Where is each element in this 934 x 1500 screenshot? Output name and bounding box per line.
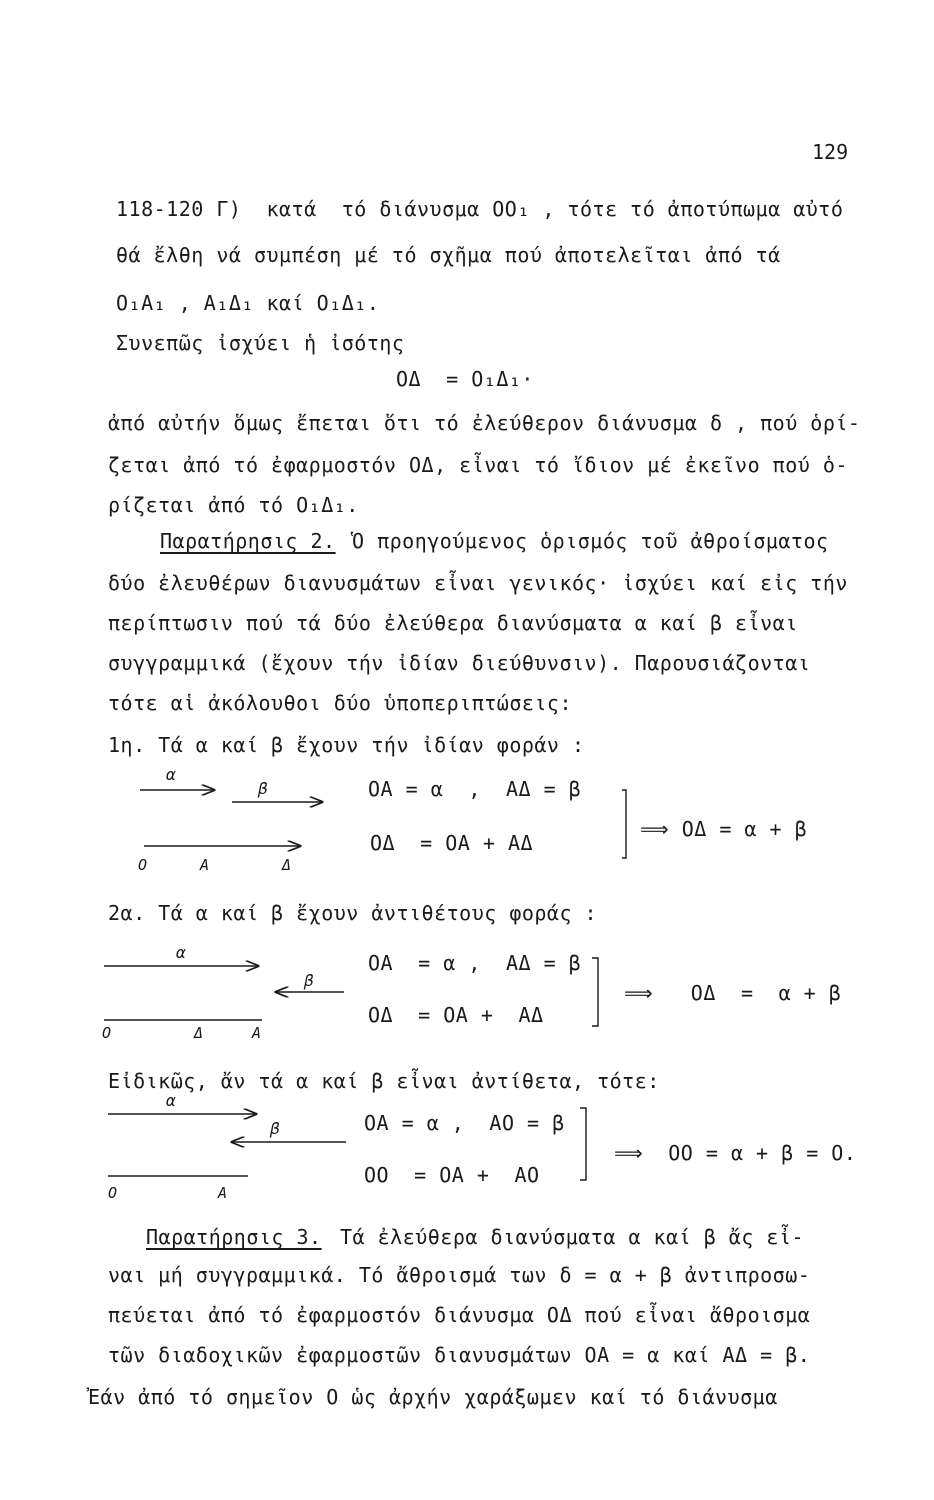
d1-eq2: ΟΔ = ΟΑ + ΑΔ (370, 831, 534, 855)
case-2-heading: 2α. Τά α καί β ἔχουν ἀντιθέτους φοράς : (108, 901, 598, 925)
d1-brace (622, 790, 626, 858)
text-line-9: Ὁ προηγούμενος ὁρισμός τοῦ ἀθροίσματος (352, 529, 829, 553)
text-line-11: περίπτωσιν πού τά δύο ἐλεύθερα διανύσματα α καί β εἶναι (108, 611, 798, 635)
d3-label-a: α (166, 1091, 177, 1110)
text-line-19: ναι μή συγγραμμικά. Τό ἄθροισμά των δ = α + β ἀντιπροσω- (108, 1263, 811, 1287)
d2-label-a: α (176, 943, 187, 962)
text-line-13: τότε αἱ ἀκόλουθοι δύο ὑποπεριπτώσεις: (108, 691, 573, 715)
text-line-10: δύο ἐλευθέρων διανυσμάτων εἶναι γενικός· ἰσχύει καί εἰς τήν (108, 571, 848, 595)
d3-label-b: β (270, 1119, 281, 1138)
d1-label-a: α (166, 765, 177, 784)
d2-eq2: ΟΔ = ΟΑ + ΑΔ (368, 1003, 544, 1027)
remark-3-heading: Παρατήρησις 3. (146, 1225, 322, 1249)
d1-label-d: Δ (282, 856, 292, 874)
d2-result: ⟹ ΟΔ = α + β (624, 981, 842, 1005)
text-line-3: Ο₁Α₁ , Α₁Δ₁ καί Ο₁Δ₁. (116, 291, 380, 315)
d3-result: ⟹ ΟΟ = α + β = Ο. (614, 1141, 857, 1165)
d3-eq1: ΟΑ = α , ΑΟ = β (364, 1111, 565, 1135)
case-1-heading: 1η. Τά α καί β ἔχουν τήν ἰδίαν φοράν : (108, 733, 585, 757)
text-line-12: συγγραμμικά (ἔχουν τήν ἰδίαν διεύθυνσιν). Παρουσιάζονται (108, 651, 811, 675)
text-line-6: ἀπό αὐτήν ὅμως ἔπεται ὅτι τό ἐλεύθερον διάνυσμα δ , πού ὁρί- (108, 411, 861, 435)
d2-label-a-point: Α (252, 1024, 262, 1042)
d2-brace (592, 958, 598, 1026)
text-line-2: θά ἔλθη νά συμπέση μέ τό σχῆμα πού ἀποτελεῖται ἀπό τά (116, 243, 781, 267)
d1-label-b: β (258, 779, 269, 798)
d1-label-o: Ο (138, 856, 148, 874)
text-line-4: Συνεπῶς ἰσχύει ἡ ἰσότης (116, 331, 405, 355)
text-line-20: πεύεται ἀπό τό ἐφαρμοστόν διάνυσμα ΟΔ πού εἶναι ἄθροισμα (108, 1303, 811, 1327)
text-line-21: τῶν διαδοχικῶν ἐφαρμοστῶν διανυσμάτων ΟΑ = α καί ΑΔ = β. (108, 1343, 811, 1367)
remark-2-heading: Παρατήρησις 2. (160, 529, 336, 553)
text-line-7: ζεται ἀπό τό ἐφαρμοστόν ΟΔ, εἶναι τό ἴδιον μέ ἐκεῖνο πού ὁ- (108, 453, 848, 477)
d3-label-a-point: Α (218, 1184, 228, 1202)
d2-label-o: Ο (102, 1024, 112, 1042)
text-line-22: Ἐάν ἀπό τό σημεῖον Ο ὡς ἀρχήν χαράξωμεν καί τό διάνυσμα (88, 1385, 778, 1409)
d2-label-d: Δ (194, 1024, 204, 1042)
d3-label-o: Ο (108, 1184, 118, 1202)
text-line-8: ρίζεται ἀπό τό Ο₁Δ₁. (108, 493, 359, 517)
d3-brace (580, 1108, 586, 1180)
d3-eq2: ΟΟ = ΟΑ + ΑΟ (364, 1163, 540, 1187)
d2-eq1: ΟΑ = α , ΑΔ = β (368, 951, 582, 975)
d1-label-a-point: Α (200, 856, 210, 874)
text-line-1: 118-120 Γ) κατά τό διάνυσμα ΟΟ₁ , τότε τό ἀποτύπωμα αὐτό (116, 197, 844, 221)
d2-label-b: β (304, 971, 315, 990)
equation-od: ΟΔ = Ο₁Δ₁· (396, 367, 534, 391)
text-line-18: Τά ἐλεύθερα διανύσματα α καί β ἄς εἶ- (340, 1225, 805, 1249)
special-case-heading: Εἰδικῶς, ἄν τά α καί β εἶναι ἀντίθετα, τότε: (108, 1069, 660, 1093)
d1-eq1: ΟΑ = α , ΑΔ = β (368, 777, 582, 801)
page-number: 129 (812, 140, 849, 164)
d1-result: ⟹ ΟΔ = α + β (640, 817, 808, 841)
